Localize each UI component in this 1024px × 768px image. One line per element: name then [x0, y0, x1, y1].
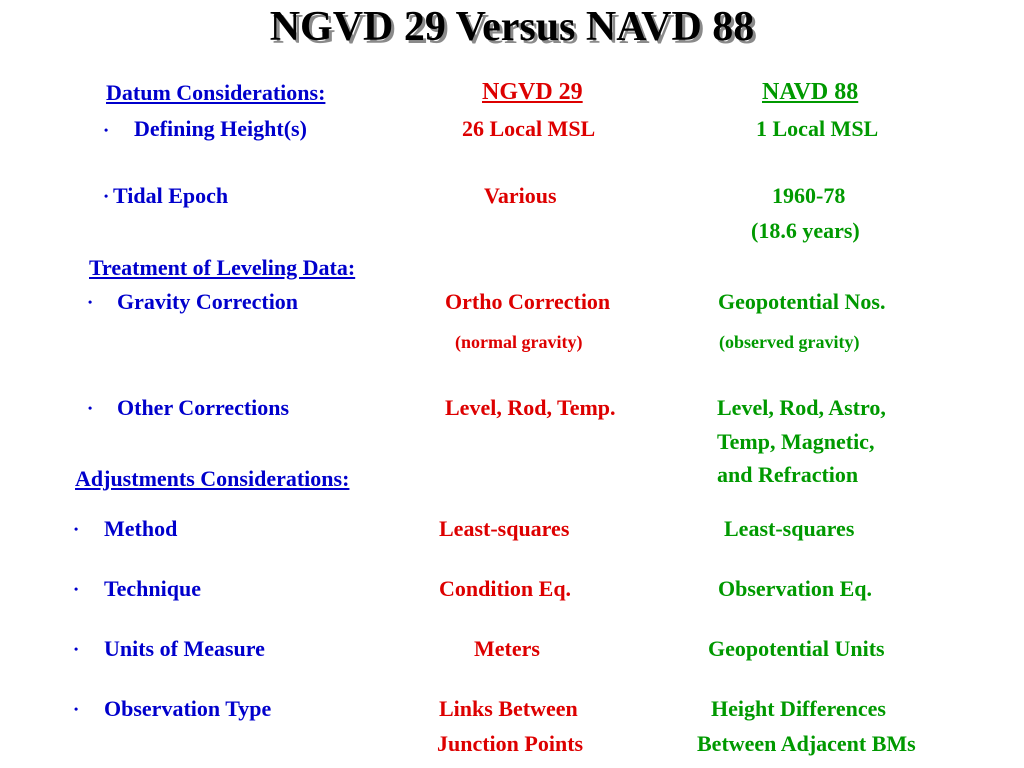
observation-type-ngvd-line-2: Junction Points [437, 731, 584, 756]
gravity-correction-navd-note: (observed gravity) [719, 332, 860, 352]
units-of-measure-label: Units of Measure [104, 636, 265, 661]
bullet: • [74, 702, 79, 716]
units-of-measure-navd: Geopotential Units [708, 636, 885, 661]
other-corrections-navd-line-3: and Refraction [717, 462, 859, 487]
gravity-correction-ngvd-note: (normal gravity) [455, 332, 583, 352]
observation-type-label: Observation Type [104, 696, 272, 721]
bullet: • [74, 522, 79, 536]
tidal-epoch-ngvd: Various [484, 183, 557, 208]
bullet: • [88, 295, 93, 309]
bullet: • [104, 123, 109, 137]
defining-height-ngvd: 26 Local MSL [462, 116, 596, 141]
method-navd: Least-squares [724, 516, 855, 541]
other-corrections-label: Other Corrections [117, 395, 290, 420]
slide-title: NGVD 29 Versus NAVD 88 [269, 4, 755, 50]
technique-ngvd: Condition Eq. [439, 576, 572, 601]
technique-navd: Observation Eq. [718, 576, 873, 601]
gravity-correction-label: Gravity Correction [117, 289, 299, 314]
bullet: • [74, 582, 79, 596]
units-of-measure-ngvd: Meters [474, 636, 540, 661]
method-label: Method [104, 516, 178, 541]
navd-column-header: NAVD 88 [762, 79, 859, 105]
technique-label: Technique [104, 576, 202, 601]
gravity-correction-ngvd: Ortho Correction [445, 289, 611, 314]
tidal-epoch-navd-note: (18.6 years) [751, 218, 860, 243]
datum-heading: Datum Considerations: [106, 80, 326, 105]
method-ngvd: Least-squares [439, 516, 570, 541]
observation-type-navd-line-1: Height Differences [711, 696, 886, 721]
other-corrections-ngvd: Level, Rod, Temp. [445, 395, 616, 420]
tidal-epoch-label: Tidal Epoch [113, 183, 229, 208]
adjustments-heading: Adjustments Considerations: [75, 466, 350, 491]
bullet: • [74, 642, 79, 656]
other-corrections-navd-line-2: Temp, Magnetic, [717, 429, 875, 454]
bullet: • [104, 189, 109, 203]
gravity-correction-navd: Geopotential Nos. [718, 289, 886, 314]
ngvd-column-header: NGVD 29 [482, 79, 583, 105]
defining-height-navd: 1 Local MSL [756, 116, 879, 141]
observation-type-navd-line-2: Between Adjacent BMs [697, 731, 916, 756]
bullet: • [88, 401, 93, 415]
observation-type-ngvd-line-1: Links Between [439, 696, 578, 721]
leveling-heading: Treatment of Leveling Data: [89, 255, 356, 280]
other-corrections-navd-line-1: Level, Rod, Astro, [717, 395, 886, 420]
tidal-epoch-navd: 1960-78 [772, 183, 846, 208]
defining-height-label: Defining Height(s) [134, 116, 307, 141]
